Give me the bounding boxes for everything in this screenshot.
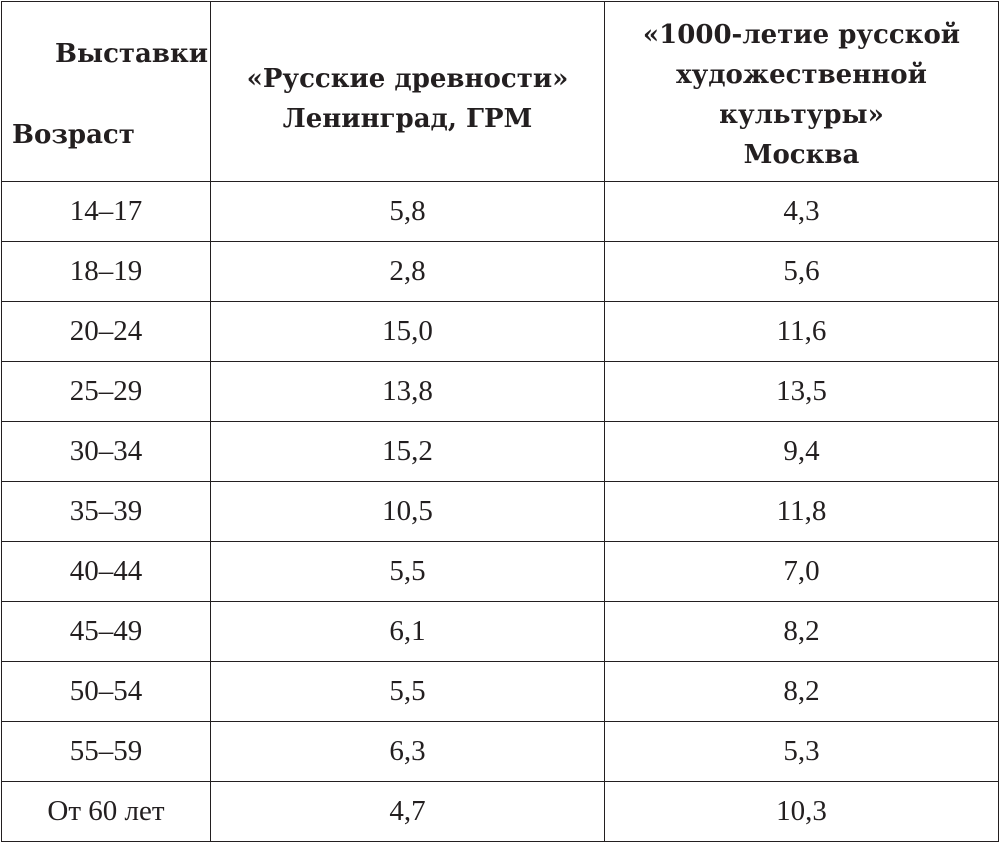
age-cell: 45–49 <box>2 602 211 662</box>
age-header-label: Возраст <box>12 120 135 150</box>
russian-antiquities-value-cell: 5,8 <box>211 182 605 242</box>
millennium-culture-value-cell: 7,0 <box>605 542 999 602</box>
russian-antiquities-value-cell: 6,3 <box>211 722 605 782</box>
column-header-line: художественной <box>676 60 927 90</box>
russian-antiquities-value-cell: 15,2 <box>211 422 605 482</box>
age-cell: 35–39 <box>2 482 211 542</box>
russian-antiquities-value-cell: 2,8 <box>211 242 605 302</box>
table-row <box>2 722 999 782</box>
russian-antiquities-value-cell: 15,0 <box>211 302 605 362</box>
table-row <box>2 662 999 722</box>
column-header-russian-antiquities <box>211 2 605 182</box>
table-row <box>2 242 999 302</box>
russian-antiquities-value-cell: 13,8 <box>211 362 605 422</box>
age-cell: 20–24 <box>2 302 211 362</box>
column-header-line: «1000-летие русской <box>642 20 961 50</box>
millennium-culture-value-cell: 8,2 <box>605 602 999 662</box>
column-header-line: Москва <box>743 140 860 170</box>
millennium-culture-value-cell: 9,4 <box>605 422 999 482</box>
russian-antiquities-value-cell: 10,5 <box>211 482 605 542</box>
corner-header-cell <box>2 2 211 182</box>
age-cell: 40–44 <box>2 542 211 602</box>
millennium-culture-value-cell: 11,6 <box>605 302 999 362</box>
age-cell: 55–59 <box>2 722 211 782</box>
table-row <box>2 542 999 602</box>
table-row <box>2 602 999 662</box>
table-row <box>2 422 999 482</box>
column-header-millennium-russian-culture <box>605 2 999 182</box>
age-cell: 14–17 <box>2 182 211 242</box>
table-row <box>2 362 999 422</box>
table-row <box>2 482 999 542</box>
age-cell: 50–54 <box>2 662 211 722</box>
millennium-culture-value-cell: 4,3 <box>605 182 999 242</box>
exhibitions-header-label: Выставки <box>55 39 208 69</box>
age-cell: 18–19 <box>2 242 211 302</box>
russian-antiquities-value-cell: 4,7 <box>211 782 605 842</box>
header-row <box>2 2 999 182</box>
millennium-culture-value-cell: 13,5 <box>605 362 999 422</box>
millennium-culture-value-cell: 8,2 <box>605 662 999 722</box>
russian-antiquities-value-cell: 6,1 <box>211 602 605 662</box>
column-header-line: Ленинград, ГРМ <box>282 104 533 134</box>
millennium-culture-value-cell: 5,6 <box>605 242 999 302</box>
age-distribution-table <box>1 1 999 842</box>
age-cell: От 60 лет <box>2 782 211 842</box>
russian-antiquities-value-cell: 5,5 <box>211 662 605 722</box>
table-row <box>2 782 999 842</box>
table-row <box>2 182 999 242</box>
millennium-culture-value-cell: 11,8 <box>605 482 999 542</box>
column-header-line: «Русские древности» <box>246 64 569 94</box>
age-cell: 30–34 <box>2 422 211 482</box>
millennium-culture-value-cell: 5,3 <box>605 722 999 782</box>
age-cell: 25–29 <box>2 362 211 422</box>
russian-antiquities-value-cell: 5,5 <box>211 542 605 602</box>
millennium-culture-value-cell: 10,3 <box>605 782 999 842</box>
table-row <box>2 302 999 362</box>
column-header-line: культуры» <box>719 100 884 130</box>
